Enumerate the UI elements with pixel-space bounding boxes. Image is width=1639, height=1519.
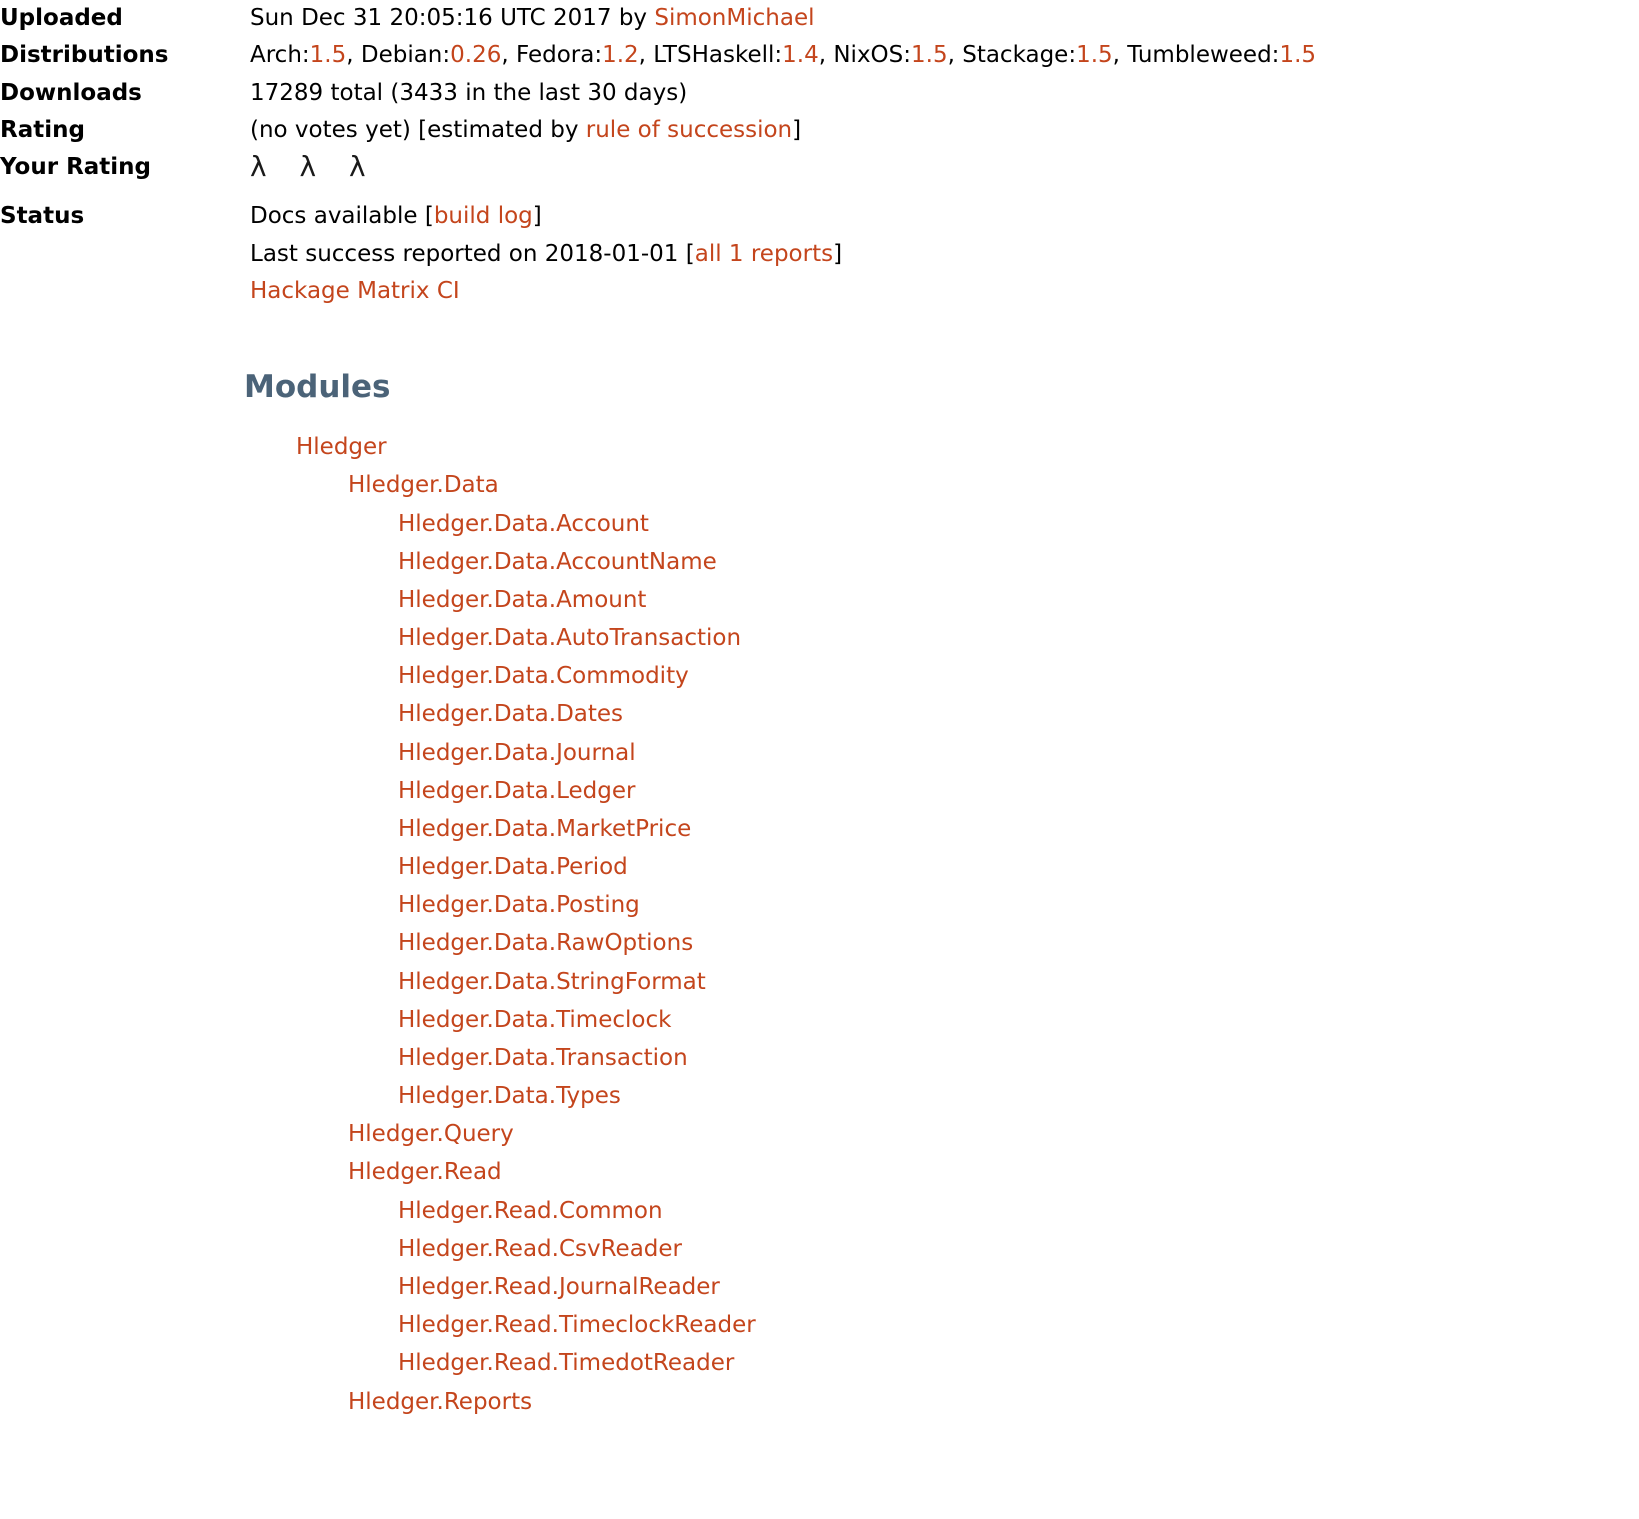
rating-suffix: ] xyxy=(792,116,802,143)
dist-ltshaskell-name: LTSHaskell: xyxy=(653,42,783,69)
module-link[interactable]: Hledger.Query xyxy=(348,1121,514,1148)
module-link[interactable]: Hledger.Reports xyxy=(348,1388,533,1415)
dist-debian-version[interactable]: 0.26 xyxy=(450,42,502,69)
dist-debian-name: Debian: xyxy=(360,42,451,69)
module-item xyxy=(0,1001,1639,1039)
status-docs-line xyxy=(250,198,1639,235)
rating-prefix: (no votes yet) [estimated by xyxy=(250,116,579,143)
modules-heading: Modules xyxy=(244,369,391,405)
module-link[interactable]: Hledger.Data xyxy=(348,472,499,499)
module-link[interactable]: Hledger.Data.Period xyxy=(398,854,628,881)
module-link[interactable]: Hledger.Data.Transaction xyxy=(398,1044,688,1071)
dist-sep-1: , xyxy=(501,42,516,69)
value-downloads: 17289 total (3433 in the last 30 days) xyxy=(250,79,688,106)
module-link[interactable]: Hledger.Read.TimeclockReader xyxy=(398,1312,756,1339)
module-item xyxy=(0,848,1639,886)
docs-prefix: Docs available [ xyxy=(250,203,434,230)
dist-sep-0: , xyxy=(346,42,361,69)
module-item xyxy=(0,695,1639,733)
module-item xyxy=(0,466,1639,504)
module-link[interactable]: Hledger.Read.TimedotReader xyxy=(398,1350,735,1377)
module-link[interactable]: Hledger.Data.Commodity xyxy=(398,663,689,690)
row-your-rating xyxy=(0,149,1639,186)
dist-arch-name: Arch: xyxy=(250,42,310,69)
dist-sep-4: , xyxy=(947,42,963,69)
dist-stackage-name: Stackage: xyxy=(962,42,1077,69)
dist-tumbleweed-name: Tumbleweed: xyxy=(1127,42,1280,69)
dist-tumbleweed-version[interactable]: 1.5 xyxy=(1279,42,1317,69)
dist-nixos-version[interactable]: 1.5 xyxy=(911,42,948,69)
row-uploaded xyxy=(0,0,1639,37)
module-item xyxy=(0,886,1639,924)
dist-sep-2: , xyxy=(638,42,654,69)
label-downloads: Downloads xyxy=(0,79,142,106)
module-tree xyxy=(0,428,1639,1420)
module-link[interactable]: Hledger.Data.Amount xyxy=(398,586,647,613)
uploader-link[interactable]: SimonMichael xyxy=(654,5,815,31)
module-item xyxy=(0,1192,1639,1230)
module-link[interactable]: Hledger.Data.Timeclock xyxy=(398,1006,672,1033)
dist-arch-version[interactable]: 1.5 xyxy=(309,42,347,69)
module-link[interactable]: Hledger.Data.Journal xyxy=(398,739,636,766)
module-item xyxy=(0,428,1639,466)
status-last-success-line xyxy=(250,236,1639,273)
package-properties-table xyxy=(0,0,1639,310)
uploaded-text: Sun Dec 31 20:05:16 UTC 2017 by xyxy=(250,5,648,31)
module-item xyxy=(0,1077,1639,1115)
module-link[interactable]: Hledger.Read xyxy=(348,1159,502,1186)
module-item xyxy=(0,1306,1639,1344)
value-uploaded xyxy=(250,0,1639,37)
module-link[interactable]: Hledger.Read.Common xyxy=(398,1197,663,1224)
module-item xyxy=(0,505,1639,543)
rule-of-succession-link[interactable]: rule of succession xyxy=(585,116,793,143)
row-distributions xyxy=(0,37,1639,74)
dist-sep-5: , xyxy=(1112,42,1120,69)
module-link[interactable]: Hledger.Read.JournalReader xyxy=(398,1274,720,1300)
build-log-link[interactable]: build log xyxy=(433,203,533,230)
last-success-suffix: ] xyxy=(833,240,843,267)
module-link[interactable]: Hledger.Data.Account xyxy=(398,510,649,537)
value-distributions xyxy=(250,37,1639,74)
dist-sep-3: , xyxy=(818,42,834,69)
last-success-prefix: Last success reported on 2018-01-01 [ xyxy=(250,240,695,267)
module-item xyxy=(0,1039,1639,1077)
label-uploaded: Uploaded xyxy=(0,5,123,31)
module-link[interactable]: Hledger.Read.CsvReader xyxy=(398,1235,682,1262)
module-link[interactable]: Hledger.Data.RawOptions xyxy=(398,930,694,957)
row-downloads xyxy=(0,75,1639,112)
module-link[interactable]: Hledger.Data.StringFormat xyxy=(398,968,706,995)
label-distributions: Distributions xyxy=(0,42,169,69)
dist-fedora-name: Fedora: xyxy=(515,42,603,69)
hackage-matrix-ci-link[interactable]: Hackage Matrix CI xyxy=(250,277,460,304)
value-status xyxy=(250,186,1639,310)
module-item xyxy=(0,772,1639,810)
module-item xyxy=(0,1268,1639,1306)
module-link[interactable]: Hledger.Data.Types xyxy=(398,1083,621,1110)
module-link[interactable]: Hledger.Data.Dates xyxy=(398,701,624,728)
module-link[interactable]: Hledger.Data.Posting xyxy=(398,892,640,919)
module-link[interactable]: Hledger.Data.AutoTransaction xyxy=(398,625,742,652)
row-status xyxy=(0,186,1639,310)
module-item xyxy=(0,924,1639,962)
dist-stackage-version[interactable]: 1.5 xyxy=(1076,42,1113,69)
module-item xyxy=(0,543,1639,581)
your-rating-lambda-icons[interactable]: λ λ λ xyxy=(250,150,378,183)
module-item xyxy=(0,1115,1639,1153)
module-link[interactable]: Hledger.Data.AccountName xyxy=(398,548,717,575)
module-link[interactable]: Hledger.Data.MarketPrice xyxy=(398,815,692,842)
all-reports-link[interactable]: all 1 reports xyxy=(694,240,834,267)
module-item xyxy=(0,1383,1639,1421)
module-link[interactable]: Hledger.Data.Ledger xyxy=(398,777,636,804)
dist-fedora-version[interactable]: 1.2 xyxy=(602,42,639,69)
status-matrix-ci-line xyxy=(250,273,1639,310)
row-rating xyxy=(0,112,1639,149)
module-item xyxy=(0,963,1639,1001)
module-item xyxy=(0,1230,1639,1268)
dist-nixos-name: NixOS: xyxy=(833,42,912,69)
label-status: Status xyxy=(0,203,85,230)
module-item xyxy=(0,657,1639,695)
module-item xyxy=(0,619,1639,657)
module-item xyxy=(0,1153,1639,1191)
label-your-rating: Your Rating xyxy=(0,154,152,180)
module-item xyxy=(0,1344,1639,1382)
module-item xyxy=(0,810,1639,848)
module-item xyxy=(0,581,1639,619)
module-link[interactable]: Hledger xyxy=(296,434,387,461)
module-item xyxy=(0,734,1639,772)
dist-ltshaskell-version[interactable]: 1.4 xyxy=(782,42,819,69)
docs-suffix: ] xyxy=(532,203,542,230)
value-rating xyxy=(250,112,1639,149)
label-rating: Rating xyxy=(0,116,85,143)
